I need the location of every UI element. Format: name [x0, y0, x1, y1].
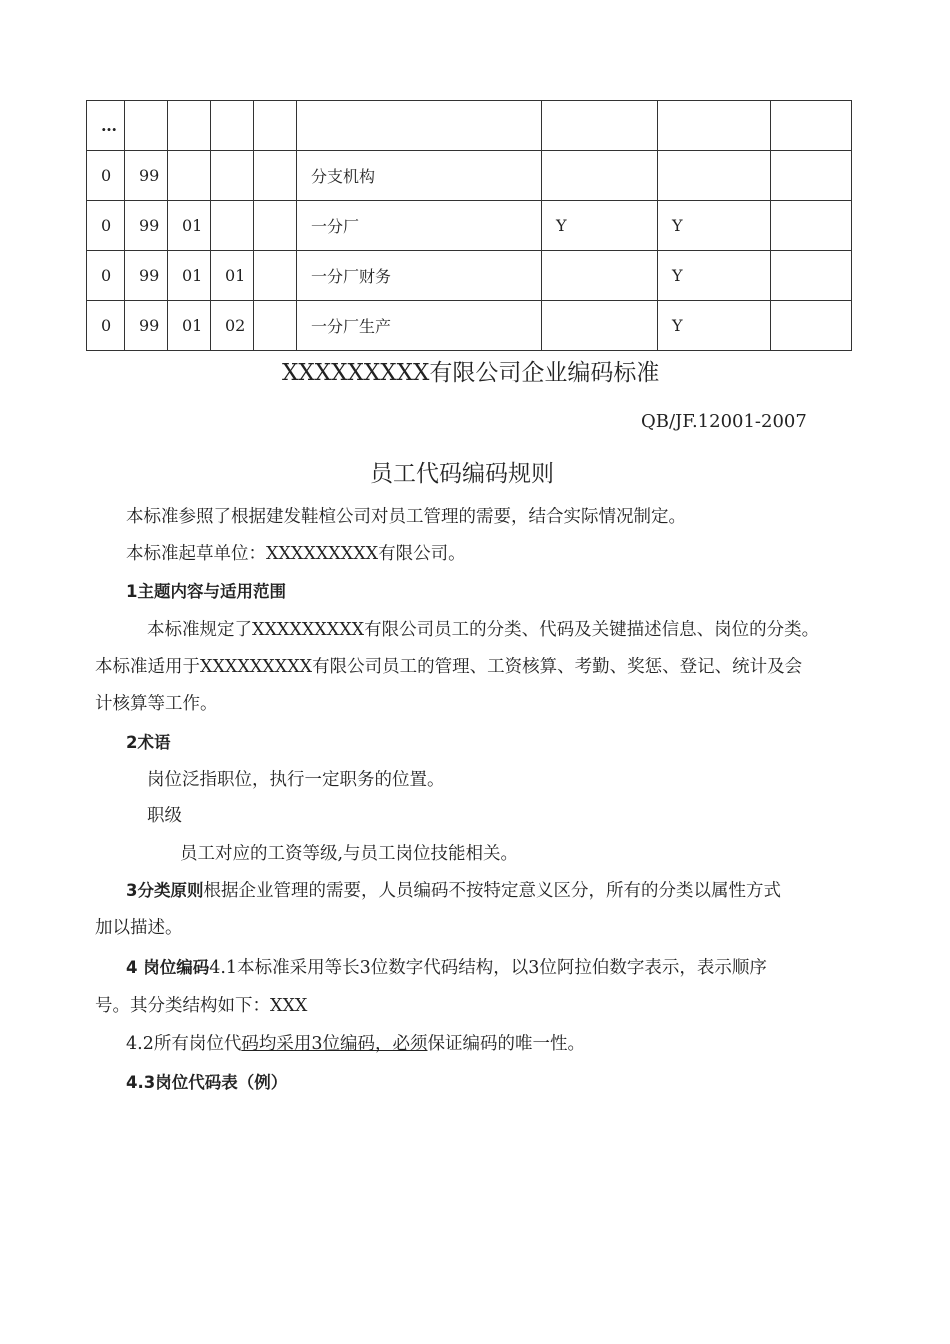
standard-number: QB/JF.12001-2007 [641, 411, 807, 432]
table-cell: Y [658, 251, 771, 301]
table-cell [542, 101, 658, 151]
table-cell: 0 [87, 251, 125, 301]
table-cell [211, 101, 254, 151]
table-cell: Y [542, 201, 658, 251]
table-cell: … [87, 101, 125, 151]
table-row [87, 101, 852, 151]
paragraph [126, 954, 767, 979]
table-cell: 0 [87, 201, 125, 251]
paragraph: 本标准规定了XXXXXXXXX有限公司员工的分类、代码及关键描述信息、岗位的分类。 [147, 620, 820, 640]
table-cell [771, 151, 852, 201]
section-title: 员工代码编码规则 [370, 461, 554, 487]
table-row [87, 301, 852, 351]
table-cell [168, 101, 211, 151]
paragraph-text: 4.1本标准采用等长3位数字代码结构，以3位阿拉伯数字表示，表示顺序 [209, 958, 767, 978]
paragraph: 本标准适用于XXXXXXXXX有限公司员工的管理、工资核算、考勤、奖惩、登记、统计及会 [95, 657, 803, 677]
table-cell [771, 301, 852, 351]
table-cell: 01 [168, 251, 211, 301]
table-row [87, 151, 852, 201]
table-row [87, 201, 852, 251]
heading: 4 岗位编码 [126, 958, 210, 977]
document-title: XXXXXXXXX有限公司企业编码标准 [282, 360, 660, 386]
table-cell [542, 301, 658, 351]
table-cell [658, 151, 771, 201]
table-cell [542, 251, 658, 301]
table-cell [125, 101, 168, 151]
paragraph [126, 877, 781, 902]
paragraph: 岗位泛指职位，执行一定职务的位置。 [147, 770, 445, 790]
table-cell [771, 251, 852, 301]
table-cell: 99 [125, 251, 168, 301]
heading: 3分类原则 [126, 881, 204, 900]
table-cell [771, 201, 852, 251]
paragraph: 职级 [147, 806, 182, 826]
paragraph: 加以描述。 [95, 918, 183, 938]
table-cell: 02 [211, 301, 254, 351]
table-cell: 一分厂生产 [297, 301, 542, 351]
paragraph: 计核算等工作。 [95, 694, 218, 714]
table-cell [658, 101, 771, 151]
paragraph-text: 保证编码的唯一性。 [427, 1034, 585, 1054]
table-cell: 01 [211, 251, 254, 301]
table-cell [297, 101, 542, 151]
table-cell [771, 101, 852, 151]
table-cell: 一分厂 [297, 201, 542, 251]
table-cell [211, 151, 254, 201]
heading: 1主题内容与适用范围 [126, 582, 286, 601]
paragraph: 员工对应的工资等级,与员工岗位技能相关。 [180, 844, 519, 864]
table-cell: Y [658, 201, 771, 251]
heading: 4.3岗位代码表（例） [126, 1073, 288, 1092]
paragraph: 本标准起草单位：XXXXXXXXX有限公司。 [126, 544, 466, 564]
table-cell [254, 101, 297, 151]
paragraph: 本标准参照了根据建发鞋楦公司对员工管理的需要，结合实际情况制定。 [126, 507, 686, 527]
table-cell: 一分厂财务 [297, 251, 542, 301]
table-cell [254, 251, 297, 301]
paragraph-text: 根据企业管理的需要，人员编码不按特定意义区分，所有的分类以属性方式 [203, 881, 781, 901]
underlined-text: 码均采用3位编码，必须 [241, 1034, 428, 1054]
table-cell: Y [658, 301, 771, 351]
paragraph-text: 4.2所有岗位代 [126, 1034, 242, 1054]
table-cell [211, 201, 254, 251]
paragraph: 号。其分类结构如下：XXX [95, 996, 308, 1016]
table-cell: 01 [168, 301, 211, 351]
table-row [87, 251, 852, 301]
table-cell: 0 [87, 301, 125, 351]
heading: 2术语 [126, 733, 171, 752]
paragraph [126, 1030, 585, 1055]
table-cell: 分支机构 [297, 151, 542, 201]
table-cell: 01 [168, 201, 211, 251]
table-cell: 99 [125, 151, 168, 201]
table-cell [254, 201, 297, 251]
table-cell [168, 151, 211, 201]
table-cell [542, 151, 658, 201]
table-cell [254, 301, 297, 351]
table-cell: 0 [87, 151, 125, 201]
table-cell: 99 [125, 301, 168, 351]
table-cell [254, 151, 297, 201]
table-cell: 99 [125, 201, 168, 251]
org-code-table [86, 100, 852, 351]
